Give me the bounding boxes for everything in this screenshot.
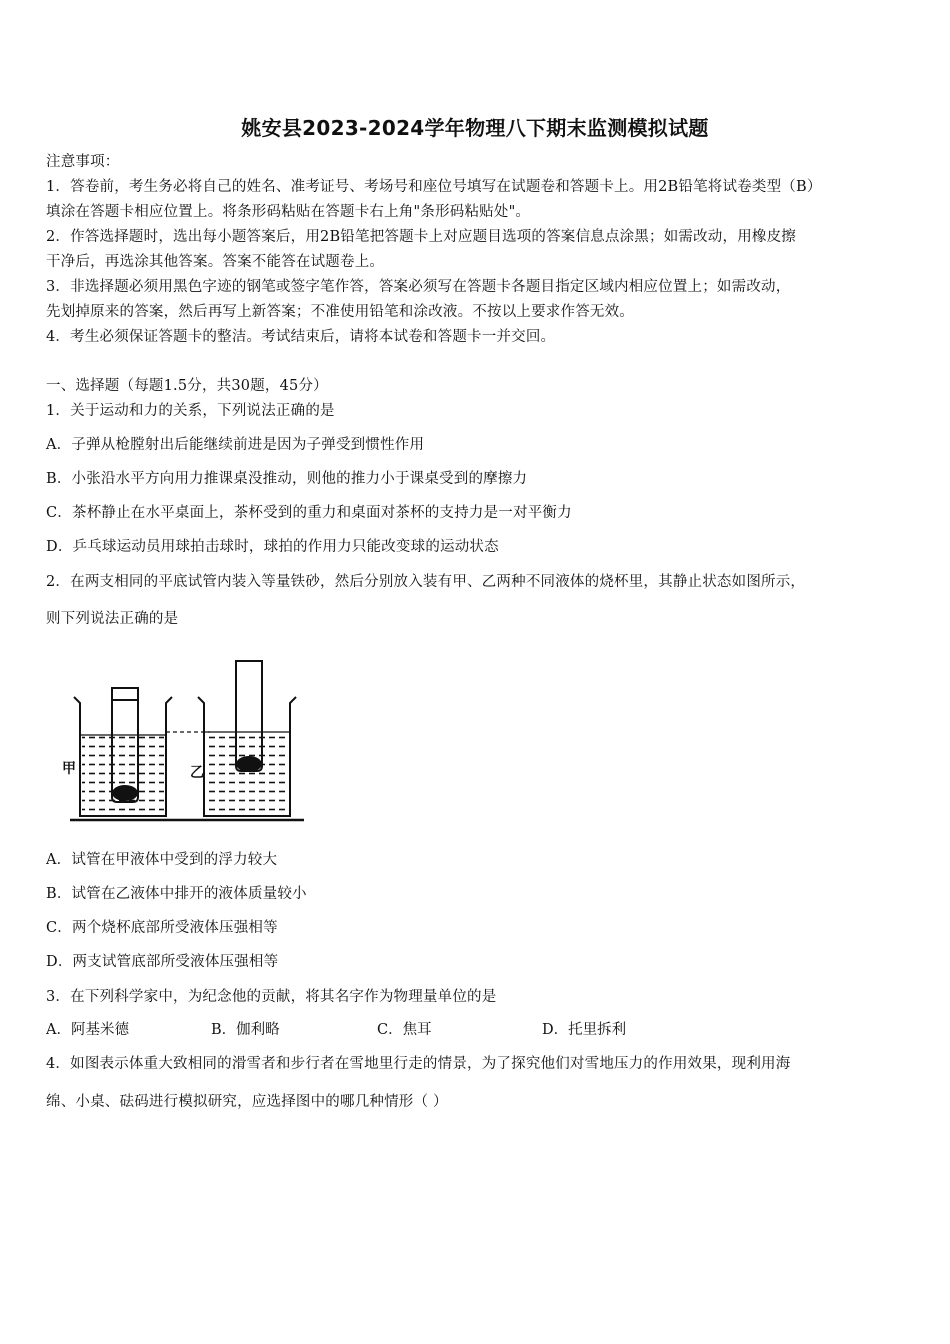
question-2-option-d: D．两支试管底部所受液体压强相等 [46,954,279,970]
question-2-stem: 2．在两支相同的平底试管内装入等量铁砂，然后分别放入装有甲、乙两种不同液体的烧杯里，其静止状态如图所示， [46,574,806,590]
notice-line: 先划掉原来的答案，然后再写上新答案；不准使用铅笔和涂改液。不按以上要求作答无效。 [46,304,634,320]
page-title: 姚安县2023-2024学年物理八下期末监测模拟试题 [241,116,709,140]
question-1-option-b: B．小张沿水平方向用力推课桌没推动，则他的推力小于课桌受到的摩擦力 [46,471,528,487]
question-1-option-d: D．乒乓球运动员用球拍击球时，球拍的作用力只能改变球的运动状态 [46,539,499,555]
question-4-stem-cont: 绵、小桌、砝码进行模拟研究，应选择图中的哪几种情形（ ） [46,1094,448,1110]
section-heading: 一、选择题（每题1.5分，共30题，45分） [46,378,328,394]
question-2-option-b: B．试管在乙液体中排开的液体质量较小 [46,886,307,902]
label-yi: 乙 [190,765,204,781]
iron-sand-right [236,756,262,772]
beaker-diagram [58,652,308,830]
question-1-option-a: A．子弹从枪膛射出后能继续前进是因为子弹受到惯性作用 [46,437,425,453]
question-1-stem: 1．关于运动和力的关系，下列说法正确的是 [46,403,335,419]
notice-line: 干净后，再选涂其他答案。答案不能答在试题卷上。 [46,254,385,270]
question-1-option-c: C．茶杯静止在水平桌面上，茶杯受到的重力和桌面对茶杯的支持力是一对平衡力 [46,505,572,521]
notice-line: 填涂在答题卡相应位置上。将条形码粘贴在答题卡右上角"条形码粘贴处"。 [46,204,531,220]
question-2-stem-cont: 则下列说法正确的是 [46,611,179,627]
question-2-option-a: A．试管在甲液体中受到的浮力较大 [46,852,278,868]
question-3-option-d: D．托里拆利 [542,1022,627,1038]
test-tube-left-top [112,688,138,700]
iron-sand-left [112,785,138,801]
question-3-stem: 3．在下列科学家中，为纪念他的贡献，将其名字作为物理量单位的是 [46,989,497,1005]
label-jia: 甲 [62,761,76,777]
liquid-right [206,732,288,815]
question-3-option-c: C．焦耳 [377,1022,432,1038]
notice-line: 1．答卷前，考生务必将自己的姓名、准考证号、考场号和座位号填写在试题卷和答题卡上。用2B铅笔将试卷类型（B） [46,179,822,195]
beaker-test-tube-figure [58,652,308,830]
question-4-stem: 4．如图表示体重大致相同的滑雪者和步行者在雪地里行走的情景，为了探究他们对雪地压力的作用效果，现利用海 [46,1056,791,1072]
question-3-options [46,1018,906,1042]
notice-line: 3．非选择题必须用黑色字迹的钢笔或签字笔作答，答案必须写在答题卡各题目指定区域内相应位置上；如需改动， [46,279,791,295]
notice-heading: 注意事项： [46,154,120,170]
question-2-option-c: C．两个烧杯底部所受液体压强相等 [46,920,278,936]
notice-line: 2．作答选择题时，选出每小题答案后，用2B铅笔把答题卡上对应题目选项的答案信息点涂黑；如需改动，用橡皮擦 [46,229,797,245]
question-3-option-b: B．伽利略 [211,1022,280,1038]
notice-line: 4．考生必须保证答题卡的整洁。考试结束后，请将本试卷和答题卡一并交回。 [46,329,556,345]
question-3-option-a: A．阿基米德 [46,1022,129,1038]
